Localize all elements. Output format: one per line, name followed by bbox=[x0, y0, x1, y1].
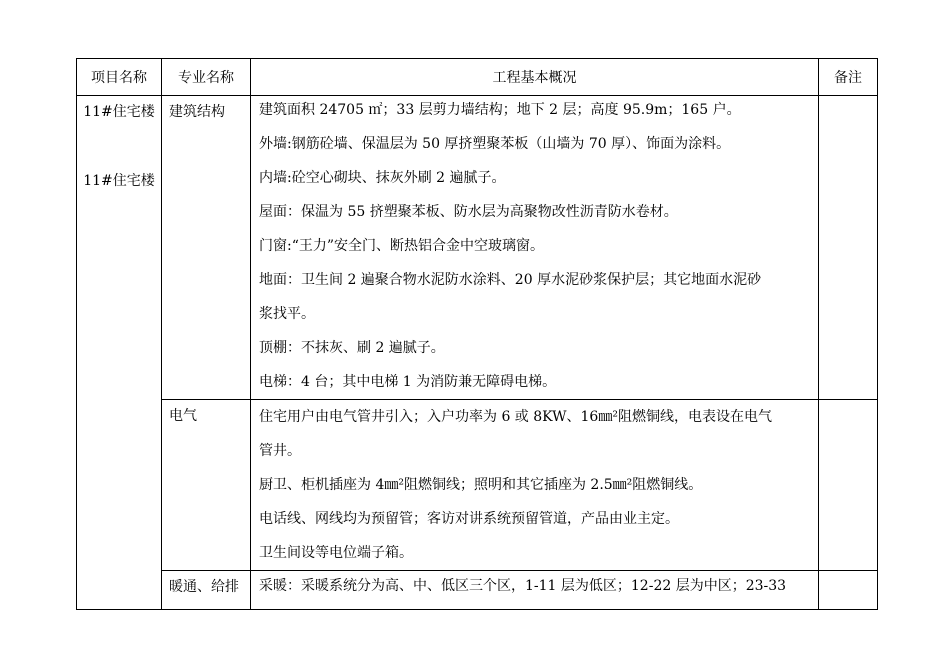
overview-line: 电梯：4 台；其中电梯 1 为消防兼无障碍电梯。 bbox=[259, 374, 557, 390]
overview-line: 卫生间设等电位端子箱。 bbox=[259, 545, 413, 561]
discipline-hvac: 暖通、给排 bbox=[162, 571, 251, 610]
remarks-hvac bbox=[819, 571, 878, 610]
overview-line: 顶棚：不抹灰、刷 2 遍腻子。 bbox=[259, 340, 445, 356]
overview-line: 内墙:砼空心砌块、抹灰外刷 2 遍腻子。 bbox=[259, 170, 506, 186]
project-name-repeat: 11#住宅楼 bbox=[83, 173, 155, 189]
project-name-cell bbox=[77, 96, 162, 610]
overview-hvac-cell bbox=[251, 571, 819, 610]
remarks-electrical bbox=[819, 400, 878, 571]
overview-line: 外墙:钢筋砼墙、保温层为 50 厚挤塑聚苯板（山墙为 70 厚）、饰面为涂料。 bbox=[259, 136, 731, 152]
overview-line: 住宅用户由电气管井引入；入户功率为 6 或 8KW、16㎜²阻燃铜线，电表设在电气 bbox=[259, 409, 772, 425]
overview-line: 电话线、网线均为预留管；客访对讲系统预留管道，产品由业主定。 bbox=[259, 511, 679, 527]
header-overview: 工程基本概况 bbox=[251, 59, 819, 96]
overview-line: 管井。 bbox=[259, 443, 301, 459]
discipline-electrical: 电气 bbox=[162, 400, 251, 571]
project-overview-table bbox=[76, 58, 878, 610]
overview-line: 建筑面积 24705 ㎡；33 层剪力墙结构；地下 2 层；高度 95.9m；165 户。 bbox=[259, 102, 741, 118]
table-row-electrical bbox=[77, 400, 878, 571]
overview-structure-cell bbox=[251, 96, 819, 400]
table-header-row bbox=[77, 59, 878, 96]
overview-line: 地面：卫生间 2 遍聚合物水泥防水涂料、20 厚水泥砂浆保护层；其它地面水泥砂 bbox=[259, 272, 762, 288]
remarks-structure bbox=[819, 96, 878, 400]
overview-line: 屋面：保温为 55 挤塑聚苯板、防水层为高聚物改性沥青防水卷材。 bbox=[259, 204, 678, 220]
project-name: 11#住宅楼 bbox=[83, 104, 155, 120]
overview-line: 采暖：采暖系统分为高、中、低区三个区，1-11 层为低区；12-22 层为中区；23-33 bbox=[259, 578, 787, 594]
overview-line: 门窗:“王力”安全门、断热铝合金中空玻璃窗。 bbox=[259, 238, 545, 254]
overview-electrical-cell bbox=[251, 400, 819, 571]
header-project-name: 项目名称 bbox=[77, 59, 162, 96]
overview-line: 浆找平。 bbox=[259, 306, 315, 322]
table-row-hvac bbox=[77, 571, 878, 610]
overview-line: 厨卫、柜机插座为 4㎜²阻燃铜线；照明和其它插座为 2.5㎜²阻燃铜线。 bbox=[259, 477, 703, 493]
header-remarks: 备注 bbox=[819, 59, 878, 96]
discipline-structure: 建筑结构 bbox=[162, 96, 251, 400]
header-discipline-name: 专业名称 bbox=[162, 59, 251, 96]
table-row-structure bbox=[77, 96, 878, 400]
